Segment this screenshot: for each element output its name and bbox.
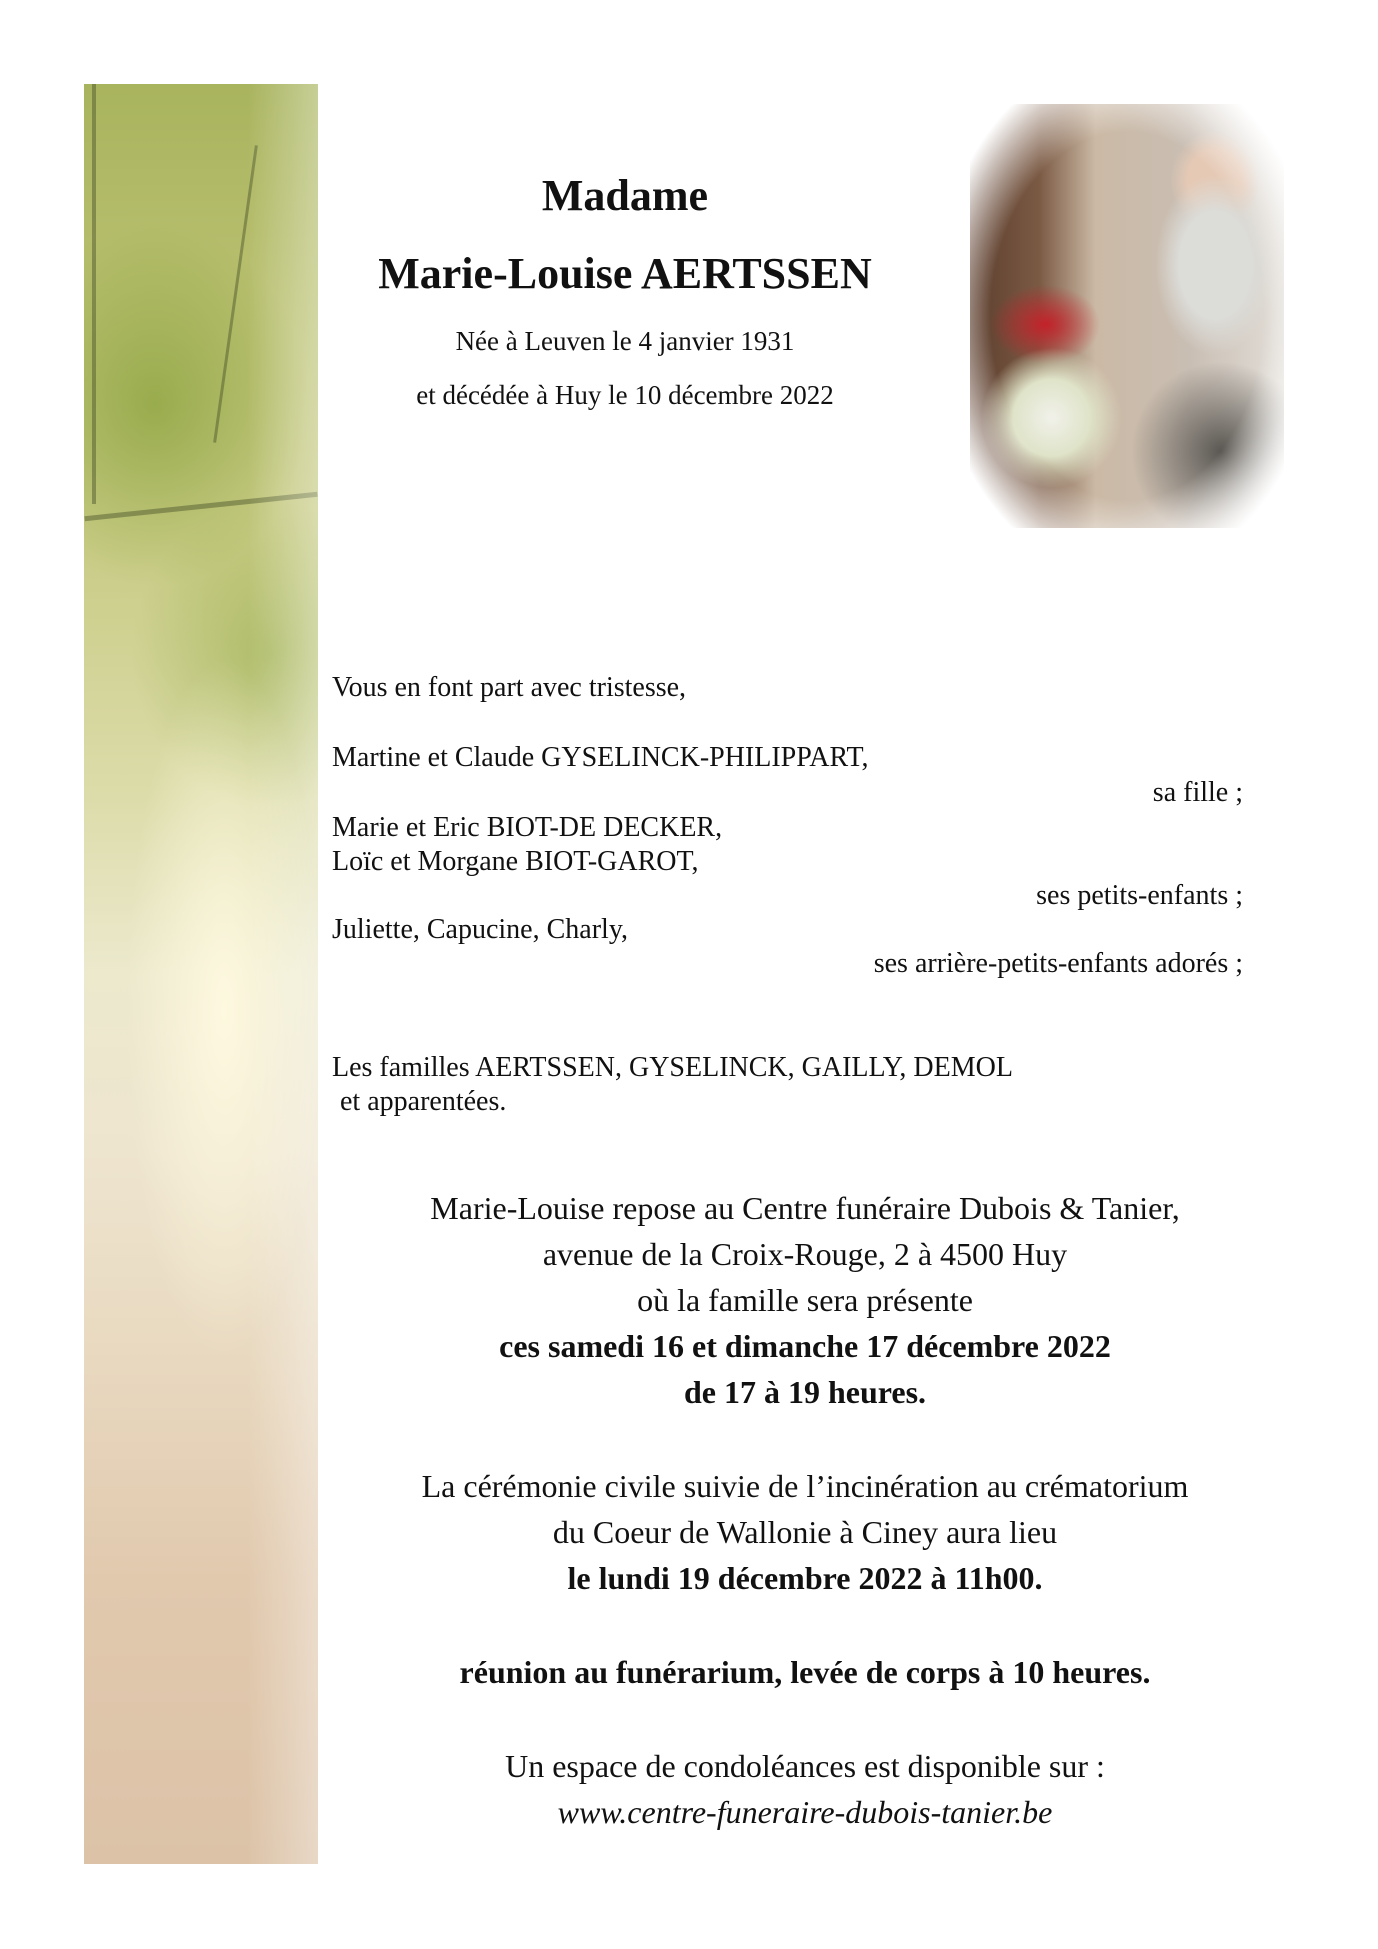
visitation-dates: ces samedi 16 et dimanche 17 décembre 2022 xyxy=(499,1328,1111,1364)
death-line: et décédée à Huy le 10 décembre 2022 xyxy=(416,380,834,410)
daughter-names: Martine et Claude GYSELINCK-PHILIPPART, xyxy=(332,742,869,773)
condolences-line: Un espace de condoléances est disponible sur : xyxy=(505,1748,1105,1784)
visitation-hours: de 17 à 19 heures. xyxy=(683,1374,927,1410)
great-grandchildren-relation: ses arrière-petits-enfants adorés ; xyxy=(873,948,1243,979)
grandchildren-relation: ses petits-enfants ; xyxy=(1036,880,1243,911)
tree-branch xyxy=(84,492,317,521)
ceremony-date: le lundi 19 décembre 2022 à 11h00. xyxy=(567,1560,1043,1596)
families-line-1: Les familles AERTSSEN, GYSELINCK, GAILLY, DEMOL xyxy=(332,1052,1013,1083)
intro-line: Vous en font part avec tristesse, xyxy=(332,672,687,703)
birth-line: Née à Leuven le 4 janvier 1931 xyxy=(455,326,795,356)
grandchildren-line-1: Marie et Eric BIOT-DE DECKER, xyxy=(332,812,723,843)
ceremony-meeting: réunion au funérarium, levée de corps à 10 heures. xyxy=(459,1654,1151,1690)
families-line-2: et apparentées. xyxy=(340,1086,507,1117)
visitation-line-3: où la famille sera présente xyxy=(637,1282,973,1318)
daughter-relation: sa fille ; xyxy=(1152,777,1243,808)
tree-trunk xyxy=(92,84,96,504)
visitation-line-1: Marie-Louise repose au Centre funéraire Dubois & Tanier, xyxy=(430,1190,1180,1226)
tree-trunk xyxy=(213,145,258,442)
deceased-name: Marie-Louise AERTSSEN xyxy=(378,249,872,298)
grandchildren-line-2: Loïc et Morgane BIOT-GAROT, xyxy=(332,846,699,877)
great-grandchildren-names: Juliette, Capucine, Charly, xyxy=(332,914,628,945)
ceremony-line-1: La cérémonie civile suivie de l’incinération au crématorium xyxy=(421,1468,1189,1504)
forest-path-banner xyxy=(84,84,318,1864)
visitation-line-2: avenue de la Croix-Rouge, 2 à 4500 Huy xyxy=(542,1236,1068,1272)
condolences-url[interactable]: www.centre-funeraire-dubois-tanier.be xyxy=(557,1794,1053,1830)
title-madame: Madame xyxy=(541,171,709,220)
portrait-photo xyxy=(970,104,1284,528)
ceremony-line-2: du Coeur de Wallonie à Ciney aura lieu xyxy=(552,1514,1058,1550)
